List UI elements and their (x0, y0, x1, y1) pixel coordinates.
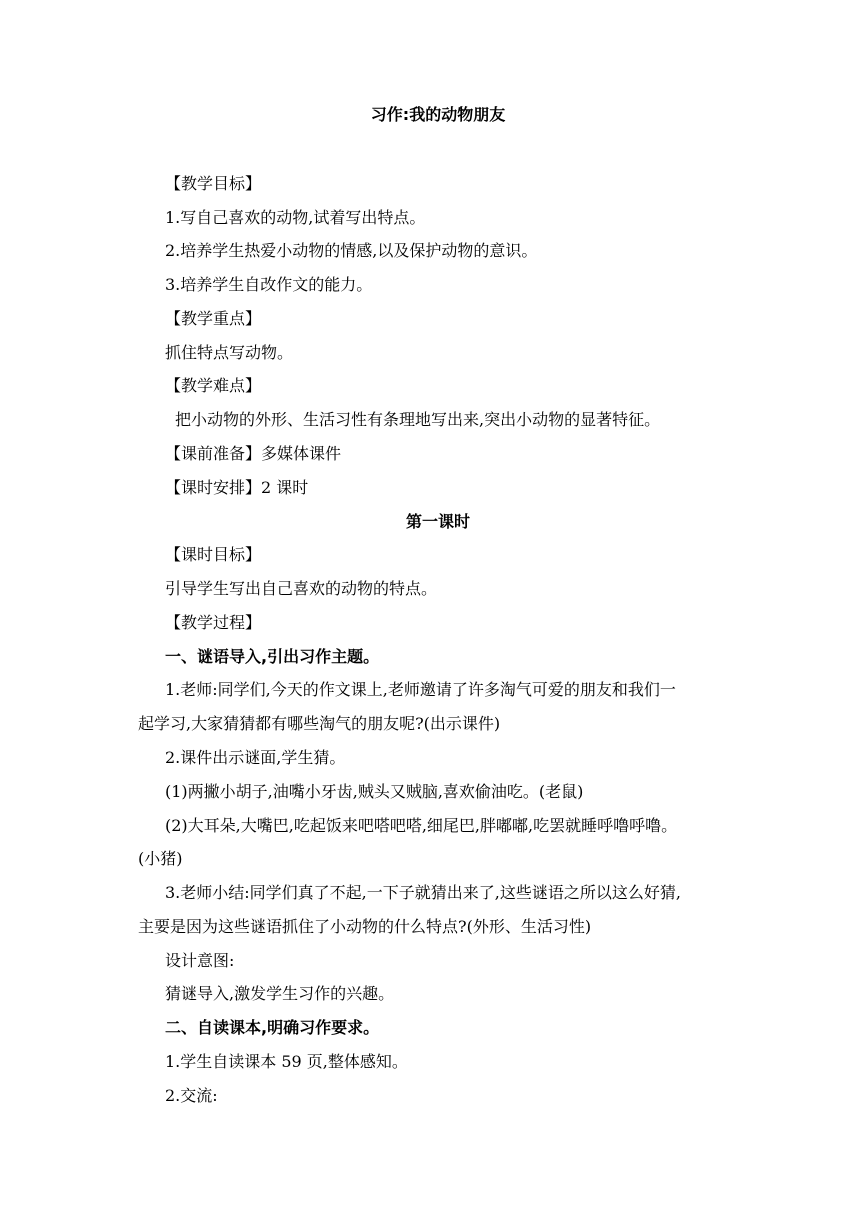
text-line: 3.培养学生自改作文的能力。 (165, 275, 373, 294)
section-heading-difficulties: 【教学难点】 (165, 376, 262, 395)
text-line: 1.学生自读课本 59 页,整体感知。 (165, 1052, 408, 1071)
design-intent-label: 设计意图: (165, 951, 235, 970)
step-heading-1: 一、谜语导入,引出习作主题。 (165, 647, 380, 666)
text-line: 引导学生写出自己喜欢的动物的特点。 (165, 579, 438, 598)
text-line: 起学习,大家猜猜都有哪些淘气的朋友呢?(出示课件) (138, 714, 501, 733)
section-heading-preparation: 【课前准备】多媒体课件 (165, 444, 342, 463)
text-line: 主要是因为这些谜语抓住了小动物的什么特点?(外形、生活习性) (138, 917, 592, 936)
section-heading-key-points: 【教学重点】 (165, 309, 262, 328)
section-heading-lesson-goal: 【课时目标】 (165, 545, 262, 564)
text-line: 2.课件出示谜面,学生猜。 (165, 748, 346, 767)
section-heading-schedule: 【课时安排】2 课时 (165, 478, 309, 497)
text-line: 2.交流: (165, 1086, 218, 1105)
text-line: (小猪) (138, 849, 183, 868)
section-heading-process: 【教学过程】 (165, 613, 262, 632)
text-line: 1.老师:同学们,今天的作文课上,老师邀请了许多淘气可爱的朋友和我们一 (165, 680, 676, 699)
text-line: 1.写自己喜欢的动物,试着写出特点。 (165, 208, 426, 227)
document-title: 习作:我的动物朋友 (370, 105, 506, 124)
text-line: 2.培养学生热爱小动物的情感,以及保护动物的意识。 (165, 241, 538, 260)
text-line: 猜谜导入,激发学生习作的兴趣。 (165, 984, 395, 1003)
text-line: 把小动物的外形、生活习性有条理地写出来,突出小动物的显著特征。 (175, 410, 661, 429)
riddle-2: (2)大耳朵,大嘴巴,吃起饭来吧嗒吧嗒,细尾巴,胖嘟嘟,吃罢就睡呼噜呼噜。 (165, 816, 678, 835)
text-line: 3.老师小结:同学们真了不起,一下子就猜出来了,这些谜语之所以这么好猜, (165, 883, 681, 902)
lesson-heading: 第一课时 (405, 512, 470, 531)
text-line: 抓住特点写动物。 (165, 343, 294, 362)
section-heading-objectives: 【教学目标】 (165, 174, 262, 193)
riddle-1: (1)两撇小胡子,油嘴小牙齿,贼头又贼脑,喜欢偷油吃。(老鼠) (165, 782, 584, 801)
step-heading-2: 二、自读课本,明确习作要求。 (165, 1018, 380, 1037)
